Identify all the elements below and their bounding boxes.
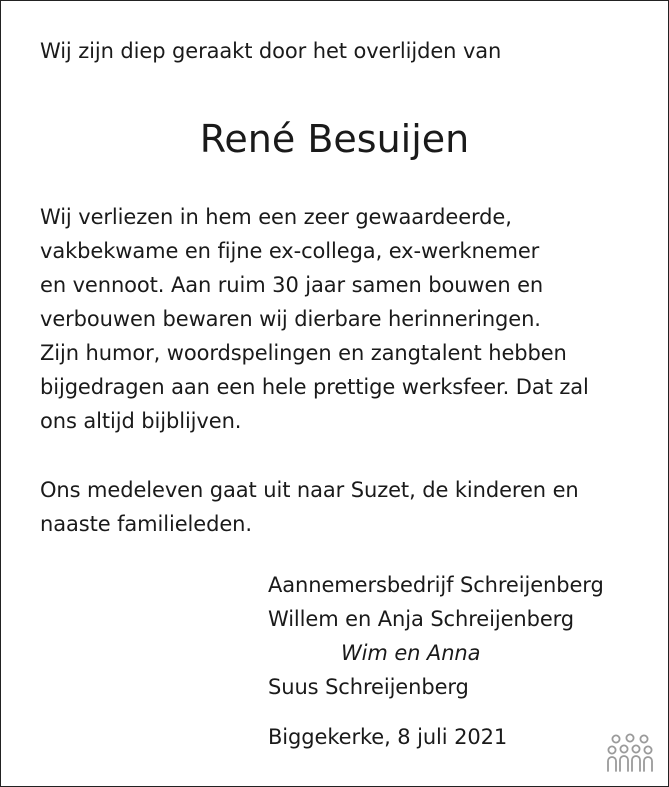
signatory-couple: Willem en Anja Schreijenberg [268,607,575,631]
tribute-line: verbouwen bewaren wij dierbare herinneringen. [40,307,541,331]
tribute-line: en vennoot. Aan ruim 30 jaar samen bouwen en [40,273,544,297]
signatory-company: Aannemersbedrijf Schreijenberg [268,573,604,597]
tribute-line: vakbekwame en fijne ex-collega, ex-werknemer [40,239,540,263]
deceased-name: René Besuijen [199,117,470,161]
tribute-paragraph [40,200,589,438]
signatories [268,568,604,704]
signatory-children: Wim en Anna [341,641,481,665]
condolence-line: naaste familieleden. [40,512,252,536]
place-date: Biggekerke, 8 juli 2021 [268,725,508,749]
signatory-other: Suus Schreijenberg [268,675,469,699]
condolence-paragraph [40,473,579,541]
tribute-line: ons altijd bijblijven. [40,409,242,433]
people-group-icon [606,733,654,773]
intro-text: Wij zijn diep geraakt door het overlijden van [40,39,502,63]
condolence-line: Ons medeleven gaat uit naar Suzet, de kinderen en [40,478,579,502]
tribute-line: Wij verliezen in hem een zeer gewaardeerde, [40,205,512,229]
tribute-line: Zijn humor, woordspelingen en zangtalent hebben [40,341,567,365]
tribute-line: bijgedragen aan een hele prettige werksfeer. Dat zal [40,375,589,399]
